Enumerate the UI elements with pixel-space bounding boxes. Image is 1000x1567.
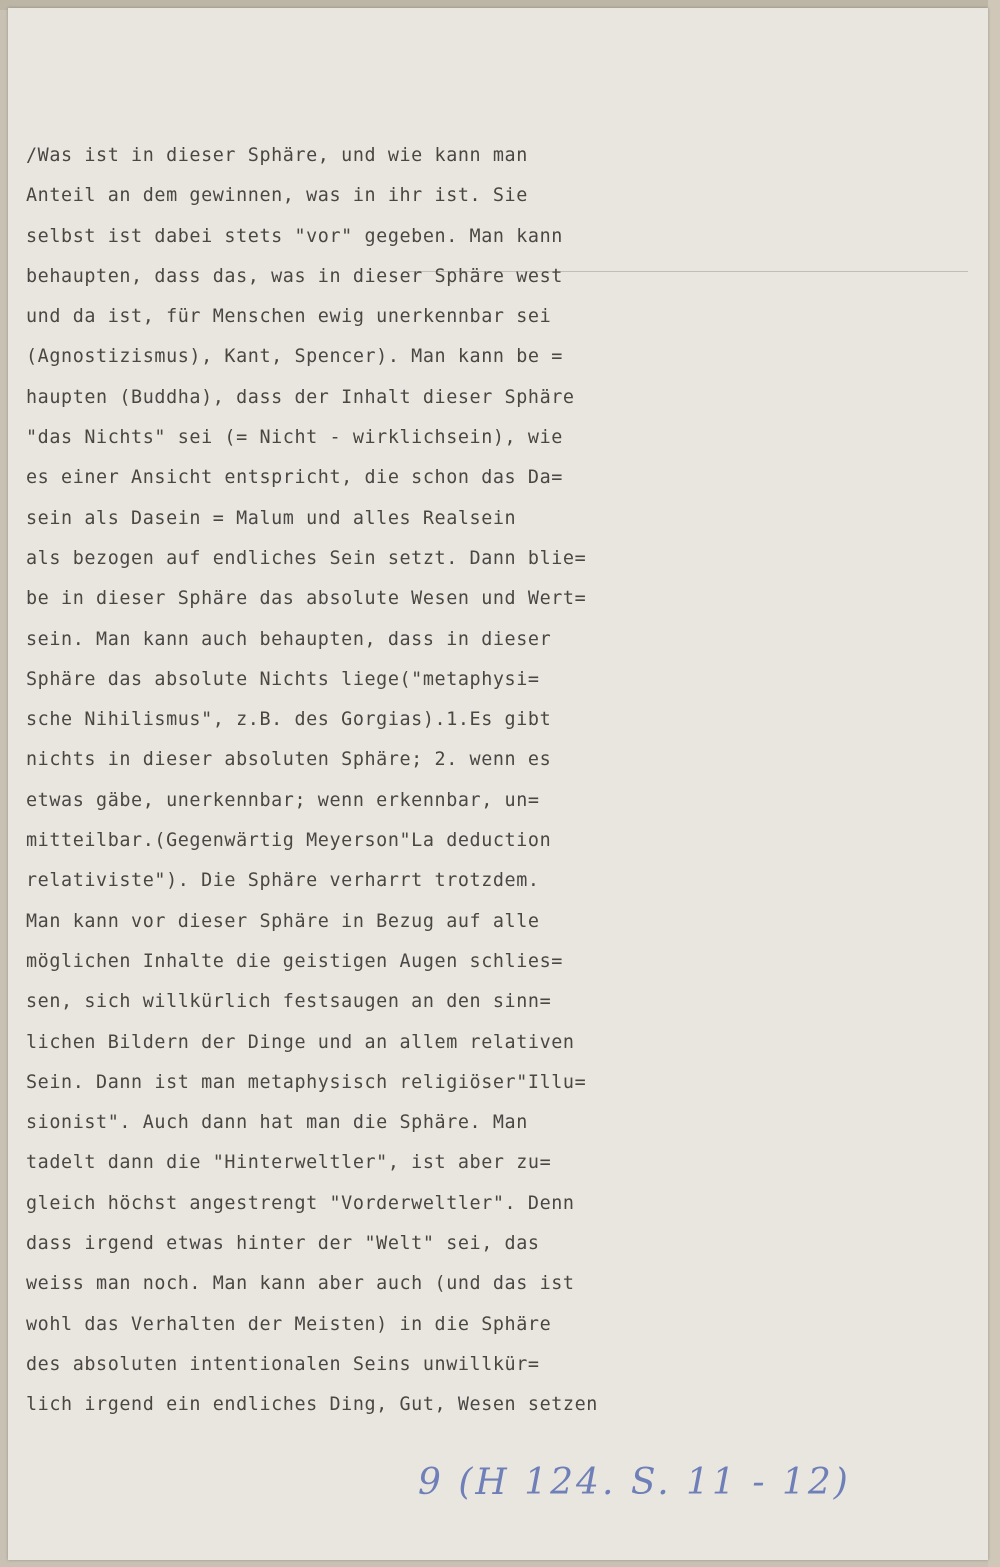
text-line: als bezogen auf endliches Sein setzt. Dann blie= xyxy=(26,547,587,569)
handwritten-page-note: 9 (H 124. S. 11 - 12) xyxy=(418,1462,851,1503)
text-line: es einer Ansicht entspricht, die schon das Da= xyxy=(26,467,563,489)
text-line: sein. Man kann auch behaupten, dass in dieser xyxy=(26,628,552,650)
text-line: weiss man noch. Man kann aber auch (und das ist xyxy=(26,1273,575,1295)
text-line: möglichen Inhalte die geistigen Augen schlies= xyxy=(26,950,563,972)
text-line: behaupten, dass das, was in dieser Sphäre west xyxy=(26,265,563,287)
text-line: sen, sich willkürlich festsaugen an den sinn= xyxy=(26,991,552,1013)
text-line: gleich höchst angestrengt "Vorderweltler". Denn xyxy=(26,1192,575,1214)
text-line: (Agnostizismus), Kant, Spencer). Man kann be = xyxy=(26,346,563,368)
text-line: Sphäre das absolute Nichts liege("metaphysi= xyxy=(26,668,540,690)
text-line: des absoluten intentionalen Seins unwillkür= xyxy=(26,1353,540,1375)
typewritten-text xyxy=(26,136,666,1426)
text-line: /Was ist in dieser Sphäre, und wie kann man xyxy=(26,145,528,166)
text-line: Sein. Dann ist man metaphysisch religiöser"Illu= xyxy=(26,1071,587,1093)
text-line: "das Nichts" sei (= Nicht - wirklichsein), wie xyxy=(26,427,563,449)
text-line: be in dieser Sphäre das absolute Wesen und Wert= xyxy=(26,588,587,610)
text-line: tadelt dann die "Hinterweltler", ist aber zu= xyxy=(26,1152,552,1174)
text-line: Anteil an dem gewinnen, was in ihr ist. Sie xyxy=(26,185,528,207)
text-line: relativiste"). Die Sphäre verharrt trotzdem. xyxy=(26,870,540,892)
text-line: lichen Bildern der Dinge und an allem relativen xyxy=(26,1031,575,1053)
text-line: mitteilbar.(Gegenwärtig Meyerson"La deduction xyxy=(26,830,552,852)
text-line: etwas gäbe, unerkennbar; wenn erkennbar, un= xyxy=(26,789,540,811)
text-line: dass irgend etwas hinter der "Welt" sei, das xyxy=(26,1233,540,1255)
text-line: lich irgend ein endliches Ding, Gut, Wesen setzen xyxy=(26,1394,598,1416)
text-line: haupten (Buddha), dass der Inhalt dieser Sphäre xyxy=(26,386,575,408)
text-line: und da ist, für Menschen ewig unerkennbar sei xyxy=(26,306,552,328)
scan-right-edge xyxy=(988,0,1000,1567)
text-line: Man kann vor dieser Sphäre in Bezug auf alle xyxy=(26,910,540,932)
text-line: sein als Dasein = Malum und alles Realsein xyxy=(26,507,517,529)
text-line: wohl das Verhalten der Meisten) in die Sphäre xyxy=(26,1313,552,1335)
text-line: sche Nihilismus", z.B. des Gorgias).1.Es gibt xyxy=(26,709,552,731)
text-line: nichts in dieser absoluten Sphäre; 2. wenn es xyxy=(26,749,552,771)
text-line: selbst ist dabei stets "vor" gegeben. Man kann xyxy=(26,225,563,247)
text-line: sionist". Auch dann hat man die Sphäre. Man xyxy=(26,1112,528,1134)
